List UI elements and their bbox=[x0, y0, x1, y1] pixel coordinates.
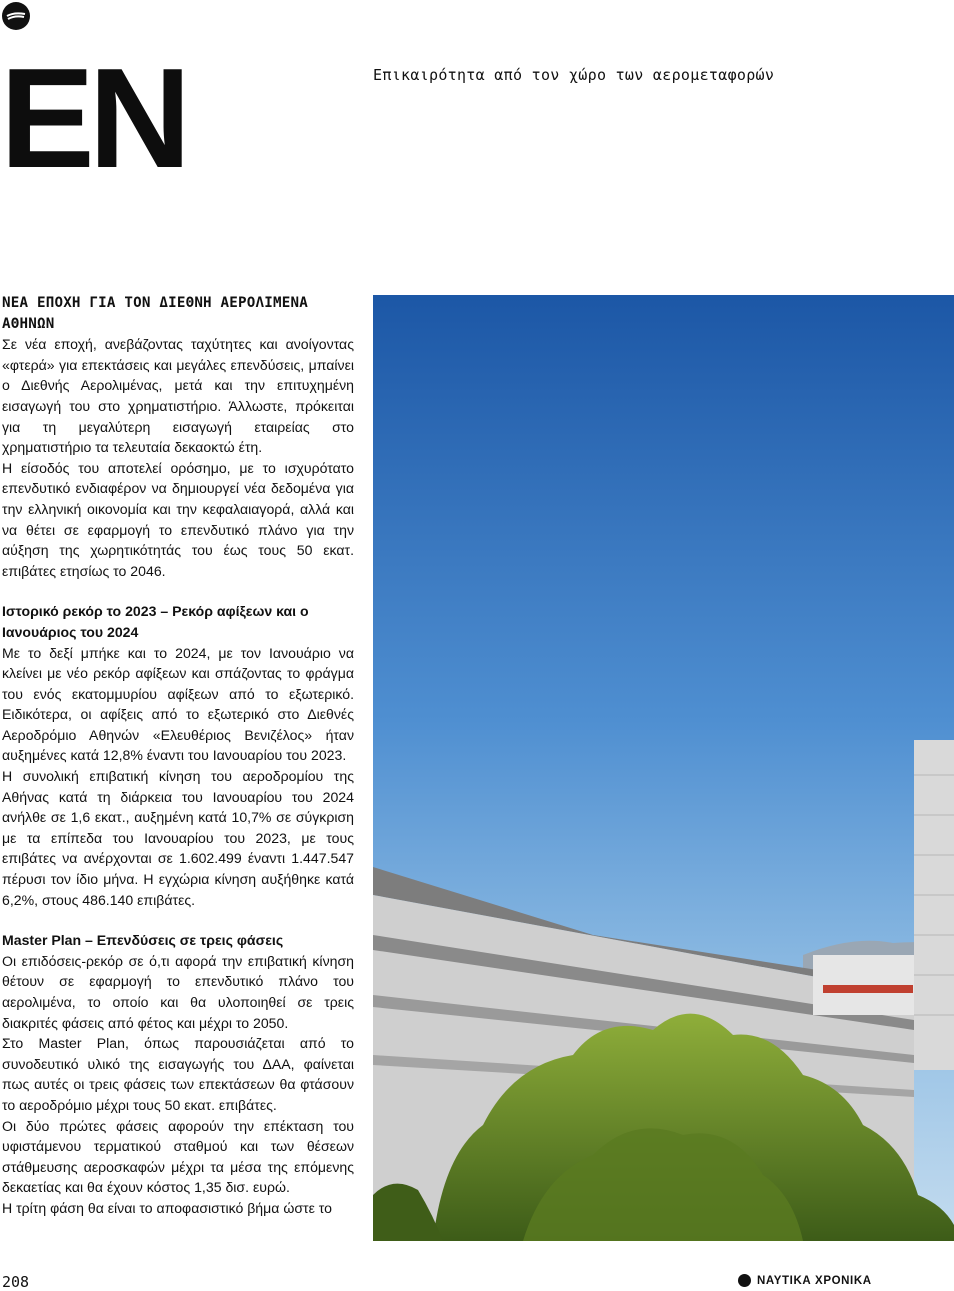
tower-building bbox=[914, 740, 954, 1070]
paragraph: Η τρίτη φάση θα είναι το αποφασιστικό βήμα ώστε το bbox=[2, 1199, 333, 1216]
paragraph: Στο Master Plan, όπως παρουσιάζεται από το συνοδευτικό υλικό της εισαγωγής του ΔΑΑ, φαίνεται πως αυτές οι τρεις φάσεις των επεκτάσεων θα φτάσουν το αεροδρόμιο μέχρι τους 50 εκατ. επιβάτες. bbox=[2, 1035, 354, 1113]
brand-logo-icon bbox=[738, 1274, 751, 1287]
paragraph: Οι επιδόσεις-ρεκόρ σε ό,τι αφορά την επιβατική κίνηση θέτουν σε εφαρμογή το επενδυτικό πλάνο του αερολιμένα, το οποίο και θα υλοποιηθεί σε τρεις διακριτές φάσεις από φέτος και μέχρι το 2050. bbox=[2, 952, 354, 1031]
page-number: 208 bbox=[2, 1273, 30, 1291]
paragraph: Οι δύο πρώτες φάσεις αφορούν την επέκταση του υφιστάμενου τερματικού σταθμού και των θέσεων στάθμευσης αεροσκαφών μέχρι τα μέσα της επόμενης δεκαετίας και θα έχουν κόστος 1,35 δισ. ευρώ. bbox=[2, 1117, 354, 1196]
article-headline: ΝΕΑ ΕΠΟΧΗ ΓΙΑ ΤΟΝ ΔΙΕΘΝΗ ΑΕΡΟΛΙΜΕΝΑ ΑΘΗΝΩΝ bbox=[2, 295, 308, 332]
subheading-master-plan: Master Plan – Επενδύσεις σε τρεις φάσεις bbox=[2, 932, 284, 949]
paragraph: Με το δεξί μπήκε και το 2024, με τον Ιανουάριο να κλείνει με νέο ρεκόρ αφίξεων και σπάζοντας το φράγμα του ενός εκατομμυρίου αφίξεων από το εξωτερικό. Ειδικότερα, οι αφίξεις από το εξωτερικό στο Διεθνές Αεροδρόμιο Αθηνών «Ελευθέριος Βενιζέλος» ήταν αυξημένες κατά 12,8% έναντι του Ιανουαρίου του 2023. bbox=[2, 644, 354, 764]
article-column bbox=[2, 293, 354, 1219]
magazine-logo-icon bbox=[2, 2, 30, 30]
paragraph: Η συνολική επιβατική κίνηση του αεροδρομίου της Αθήνας κατά τη διάρκεια του Ιανουαρίου του 2024 ανήλθε σε 1,6 εκατ., αυξημένη κατά 10,7% σε σύγκριση με τα επίπεδα του Ιανουαρίου του 2023, με τους επιβάτες να ανέρχονται σε 1.602.499 έναντι 1.447.547 πέρυσι τον ίδιο μήνα. Η εγχώρια κίνηση αυξήθηκε κατά 6,2%, στους 486.140 επιβάτες. bbox=[2, 768, 354, 908]
section-code: EN bbox=[0, 39, 186, 198]
paragraph: Η είσοδός του αποτελεί ορόσημο, με το ισχυρότατο επενδυτικό ενδιαφέρον να δημιουργεί νέα δεδομένα για την ελληνική οικονομία και την κεφαλαιαγορά, αλλά και να θέτει σε εφαρμογή το επενδυτικό πλάνο για την αύξηση της χωρητικότητάς του έως τους 50 εκατ. επιβάτες ετησίως το 2046. bbox=[2, 459, 354, 579]
subheading-records: Ιστορικό ρεκόρ το 2023 – Ρεκόρ αφίξεων και ο Ιανουάριος του 2024 bbox=[2, 603, 309, 640]
section-title: Επικαιρότητα από τον χώρο των αερομεταφορών bbox=[373, 66, 775, 84]
paragraph: Σε νέα εποχή, ανεβάζοντας ταχύτητες και ανοίγοντας «φτερά» για επεκτάσεις και μεγάλες επενδύσεις, μπαίνει ο Διεθνής Αερολιμένας, μετά και την επιτυχημένη εισαγωγή του στο χρηματιστήριο. Άλλωστε, πρόκειται για τη μεγαλύτερη εισαγωγή εταιρείας στο χρηματιστήριο τα τελευταία δεκαοκτώ έτη. bbox=[2, 336, 354, 456]
airport-photo bbox=[373, 295, 954, 1241]
publication-name: ΝΑΥΤΙΚΑ ΧΡΟΝΙΚΑ bbox=[757, 1274, 872, 1287]
publication-brand bbox=[738, 1274, 872, 1287]
